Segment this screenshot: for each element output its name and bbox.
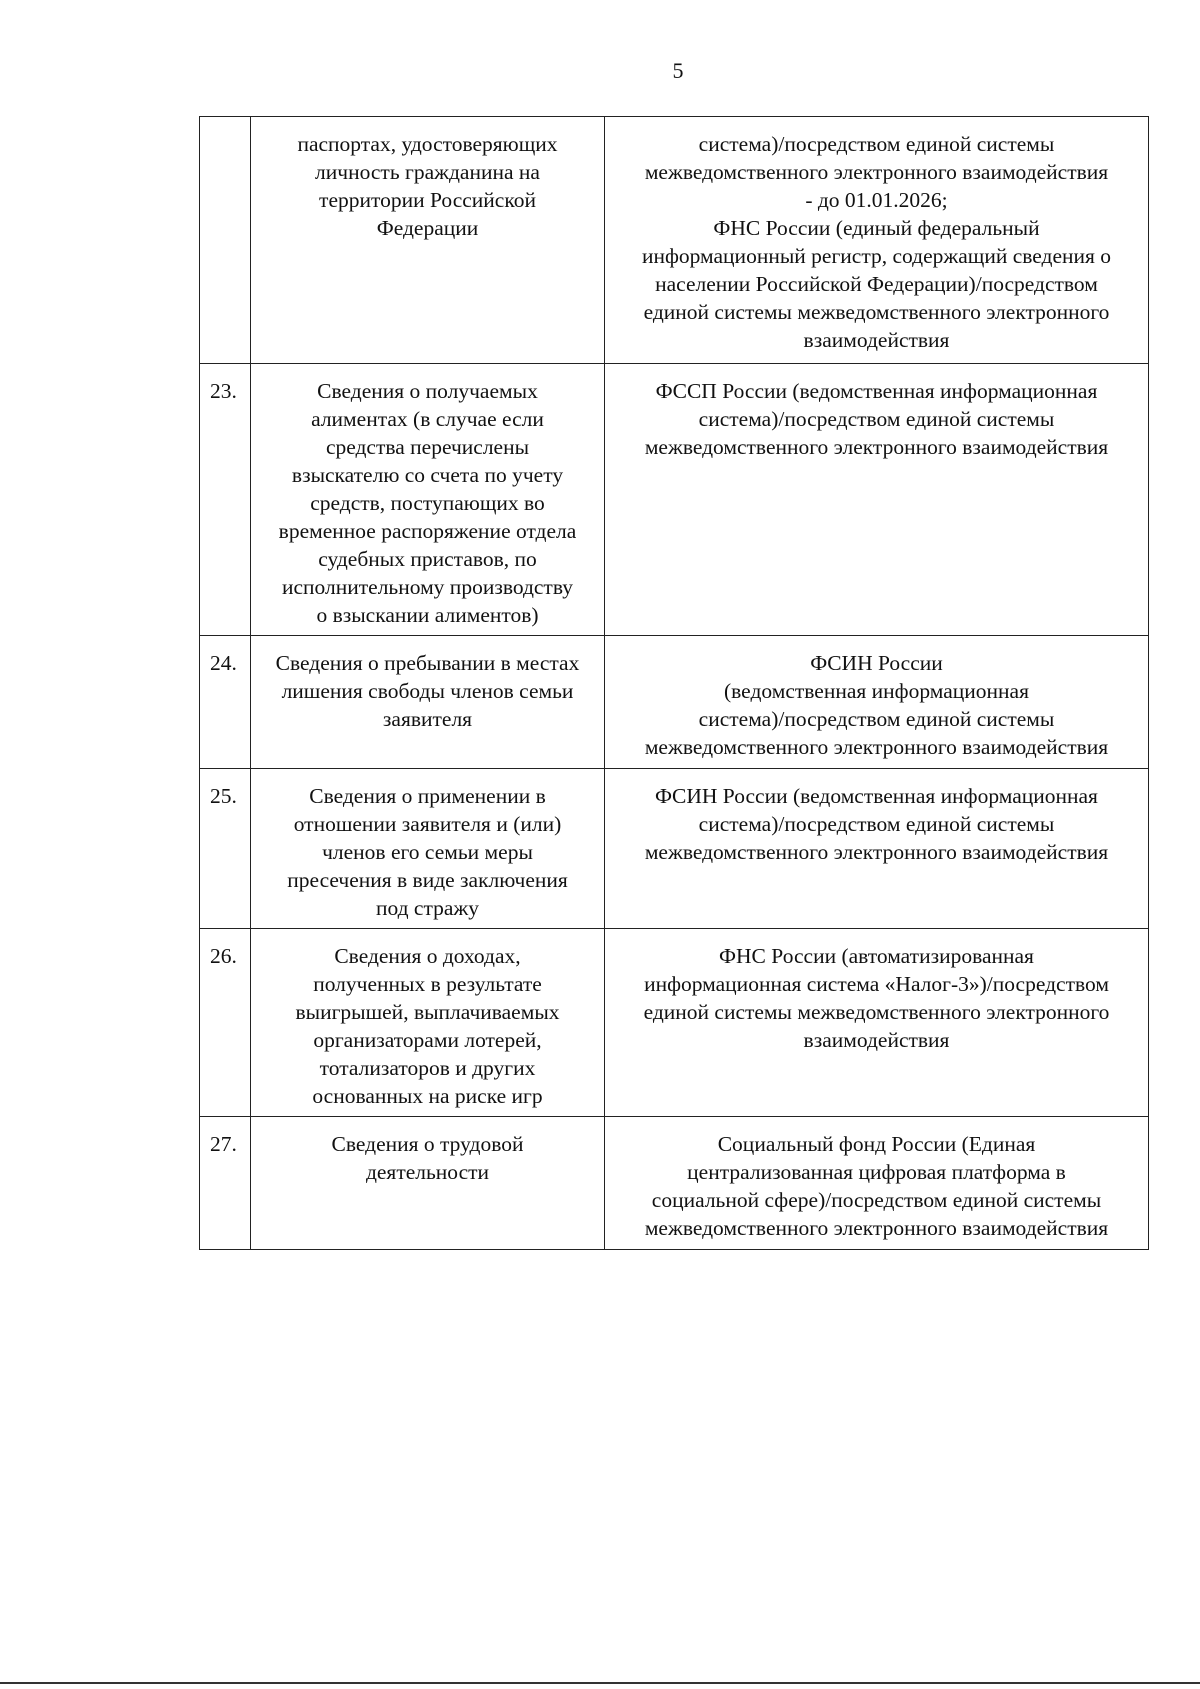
description-line: тотализаторов и других (319, 1056, 536, 1080)
info-description-cell (251, 636, 605, 769)
source-line: единой системы межведомственного электронного (643, 1000, 1110, 1024)
info-source-cell (605, 1117, 1149, 1250)
table-row (200, 364, 1149, 636)
description-line: Сведения о применении в (309, 784, 546, 808)
page-number: 5 (672, 58, 684, 83)
info-description-cell (251, 117, 605, 364)
info-source-cell (605, 117, 1149, 364)
description-line: Сведения о пребывании в местах (275, 651, 580, 675)
source-line: ФСИН России (810, 651, 943, 675)
description-line: исполнительному производству (282, 575, 573, 599)
table-row (200, 117, 1149, 364)
description-line: членов его семьи меры (322, 840, 533, 864)
info-source-cell (605, 636, 1149, 769)
description-line: о взыскании алиментов) (316, 603, 539, 627)
row-number-cell: 26. (200, 929, 251, 1117)
source-line: - до 01.01.2026; (805, 188, 948, 212)
description-line: Сведения о трудовой (331, 1132, 524, 1156)
row-number-cell (200, 117, 251, 364)
row-number-cell: 24. (200, 636, 251, 769)
description-line: алиментах (в случае если (311, 407, 544, 431)
info-description-cell (251, 364, 605, 636)
description-line: пресечения в виде заключения (287, 868, 568, 892)
source-line: система)/посредством единой системы (698, 407, 1055, 431)
table-row (200, 636, 1149, 769)
source-line: система)/посредством единой системы (698, 812, 1055, 836)
description-line: лишения свободы членов семьи (281, 679, 574, 703)
row-number-cell: 23. (200, 364, 251, 636)
description-line: под стражу (375, 896, 480, 920)
services-table (199, 116, 1149, 1250)
description-line: личность гражданина на (315, 160, 540, 184)
table-body (200, 117, 1149, 1250)
description-line: полученных в результате (313, 972, 542, 996)
source-line: единой системы межведомственного электронного (643, 300, 1110, 324)
description-line: средства перечислены (325, 435, 530, 459)
source-line: социальной сфере)/посредством единой системы (651, 1188, 1102, 1212)
source-line: межведомственного электронного взаимодействия (644, 160, 1109, 184)
description-line: Сведения о доходах, (334, 944, 521, 968)
description-line: взыскателю со счета по учету (291, 463, 564, 487)
source-line: взаимодействия (803, 1028, 950, 1052)
source-line: система)/посредством единой системы (698, 707, 1055, 731)
source-line: централизованная цифровая платформа в (687, 1160, 1066, 1184)
source-line: межведомственного электронного взаимодействия (644, 435, 1109, 459)
source-line: взаимодействия (803, 328, 950, 352)
source-line: ФССП России (ведомственная информационная (655, 379, 1098, 403)
description-line: основанных на риске игр (312, 1084, 543, 1108)
description-line: Сведения о получаемых (317, 379, 538, 403)
info-description-cell (251, 929, 605, 1117)
source-line: межведомственного электронного взаимодействия (644, 1216, 1109, 1240)
info-description-cell (251, 1117, 605, 1250)
description-line: средств, поступающих во (310, 491, 545, 515)
source-line: ФНС России (автоматизированная (719, 944, 1034, 968)
info-source-cell (605, 769, 1149, 929)
source-line: информационная система «Налог-3»)/посредством (644, 972, 1109, 996)
source-line: населении Российской Федерации)/посредством (655, 272, 1098, 296)
description-line: выигрышей, выплачиваемых (295, 1000, 560, 1024)
description-line: организаторами лотерей, (313, 1028, 542, 1052)
description-line: отношении заявителя и (или) (293, 812, 562, 836)
table-row (200, 929, 1149, 1117)
description-line: Федерации (376, 216, 479, 240)
row-number-cell: 27. (200, 1117, 251, 1250)
info-source-cell (605, 929, 1149, 1117)
source-line: Социальный фонд России (Единая (717, 1132, 1036, 1156)
row-number-cell: 25. (200, 769, 251, 929)
source-line: ФНС России (единый федеральный (713, 216, 1040, 240)
description-line: территории Российской (319, 188, 536, 212)
info-description-cell (251, 769, 605, 929)
source-line: система)/посредством единой системы (698, 132, 1055, 156)
source-line: информационный регистр, содержащий сведения о (641, 244, 1112, 268)
table-row (200, 1117, 1149, 1250)
description-line: судебных приставов, по (318, 547, 537, 571)
bottom-scan-edge (0, 1682, 1200, 1684)
info-source-cell (605, 364, 1149, 636)
source-line: межведомственного электронного взаимодействия (644, 840, 1109, 864)
source-line: межведомственного электронного взаимодействия (644, 735, 1109, 759)
source-line: ФСИН России (ведомственная информационная (655, 784, 1098, 808)
description-line: паспортах, удостоверяющих (297, 132, 558, 156)
description-line: временное распоряжение отдела (278, 519, 577, 543)
source-line: (ведомственная информационная (724, 679, 1029, 703)
description-line: деятельности (365, 1160, 490, 1184)
description-line: заявителя (382, 707, 473, 731)
table-row (200, 769, 1149, 929)
